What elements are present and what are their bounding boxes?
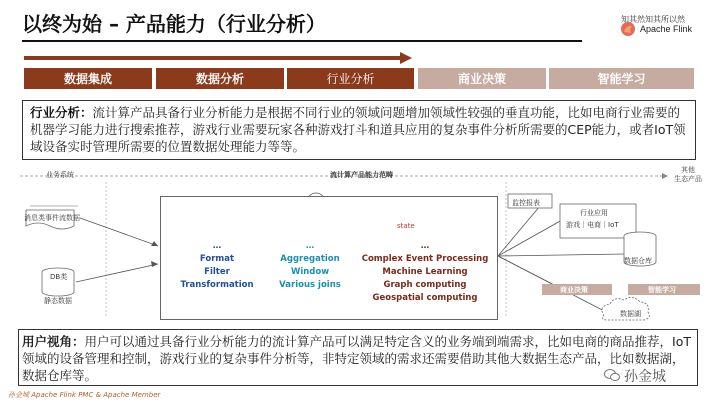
stage-label: 数据分析: [195, 72, 244, 86]
data-warehouse-label: 数据仓库: [624, 257, 652, 265]
progress-arrow: [24, 52, 412, 64]
column-ellipsis: …: [305, 241, 315, 251]
user-view-text: [22, 333, 692, 384]
stage-label: 智能学习: [597, 72, 646, 86]
brand-slogan: 知其然知其所以然: [621, 15, 685, 24]
stage-label: 商业决策: [457, 72, 506, 86]
analysis-ops-column: [268, 240, 352, 292]
author-footer: 孙金城 Apache Flink PMC & Apache Member: [8, 391, 161, 399]
db-source-label-2: 静态数据: [44, 297, 72, 305]
other-ecosystem-label: 其他 生态产品: [674, 166, 702, 183]
business-decision-tag: 商业决策: [560, 286, 588, 294]
state-store-label: state: [397, 222, 415, 230]
brand-name: Apache Flink: [640, 24, 693, 34]
basic-ops-column: [172, 240, 262, 292]
intelligent-learning-tag: 智能学习: [648, 286, 676, 294]
user-view-body: 用户可以通过具备行业分析能力的流计算产品可以满足特定含义的业务端到端需求，比如电商的商品推荐，IoT领域的设备管理和控制，游戏行业的复杂事件分析等，非特定领域的需求还需要借助其他大数据生态产品，比如数据湖，数据仓库等。: [22, 334, 691, 383]
stage-data-integration: [24, 68, 152, 89]
title-divider: [22, 40, 582, 42]
db-source-label-1: DB类: [50, 273, 68, 281]
wechat-icon: [604, 368, 620, 382]
industry-app-title: 行业应用: [580, 209, 608, 217]
industry-app-items: 游戏｜电商｜IoT: [566, 221, 619, 229]
op-machine-learning: Machine Learning: [382, 267, 468, 277]
op-format: Format: [199, 254, 235, 264]
definition-body: 流计算产品具备行业分析能力是根据不同行业的领域问题增加领域性较强的垂直功能，比如电商行业需要的机器学习能力进行搜索推荐，游戏行业需要玩家各种游戏打斗和道具应用的复杂事件分析所需要的CEP能力，或者IoT领域设备实时管理所需要的位置数据处理能力等等。: [30, 105, 686, 154]
watermark-name: 孙金城: [624, 369, 666, 385]
definition-term: 行业分析：: [30, 105, 93, 120]
stage-label: 行业分析: [326, 72, 375, 86]
stage-intelligent-learning: [549, 68, 694, 89]
business-system-label: 业务系统: [46, 171, 74, 179]
user-view-term: 用户视角：: [22, 334, 85, 349]
column-ellipsis: …: [212, 241, 222, 251]
op-cep: Complex Event Processing: [361, 254, 489, 264]
monitor-report-label: 监控报表: [512, 199, 540, 207]
industry-ops-column: [356, 240, 494, 305]
op-various-joins: Various joins: [279, 280, 341, 290]
data-lake-label: 数据湖: [620, 310, 641, 318]
definition-text: [30, 104, 690, 155]
column-ellipsis: …: [420, 241, 430, 251]
stage-label: 数据集成: [63, 72, 112, 86]
op-graph-computing: Graph computing: [383, 280, 467, 290]
op-geospatial-computing: Geospatial computing: [372, 293, 478, 303]
op-filter: Filter: [204, 267, 230, 277]
page-title: 以终为始 – 产品能力（行业分析）: [22, 12, 326, 36]
stage-business-decision: [418, 68, 546, 89]
message-stream-source: 消息类事件流数据: [24, 214, 80, 222]
op-window: Window: [290, 267, 330, 277]
op-transformation: Transformation: [180, 280, 254, 290]
op-aggregation: Aggregation: [280, 254, 340, 264]
stage-data-analysis: [156, 68, 284, 89]
stage-industry-analysis: [287, 68, 414, 89]
stream-capability-label: 流计算产品能力范畴: [330, 171, 393, 179]
